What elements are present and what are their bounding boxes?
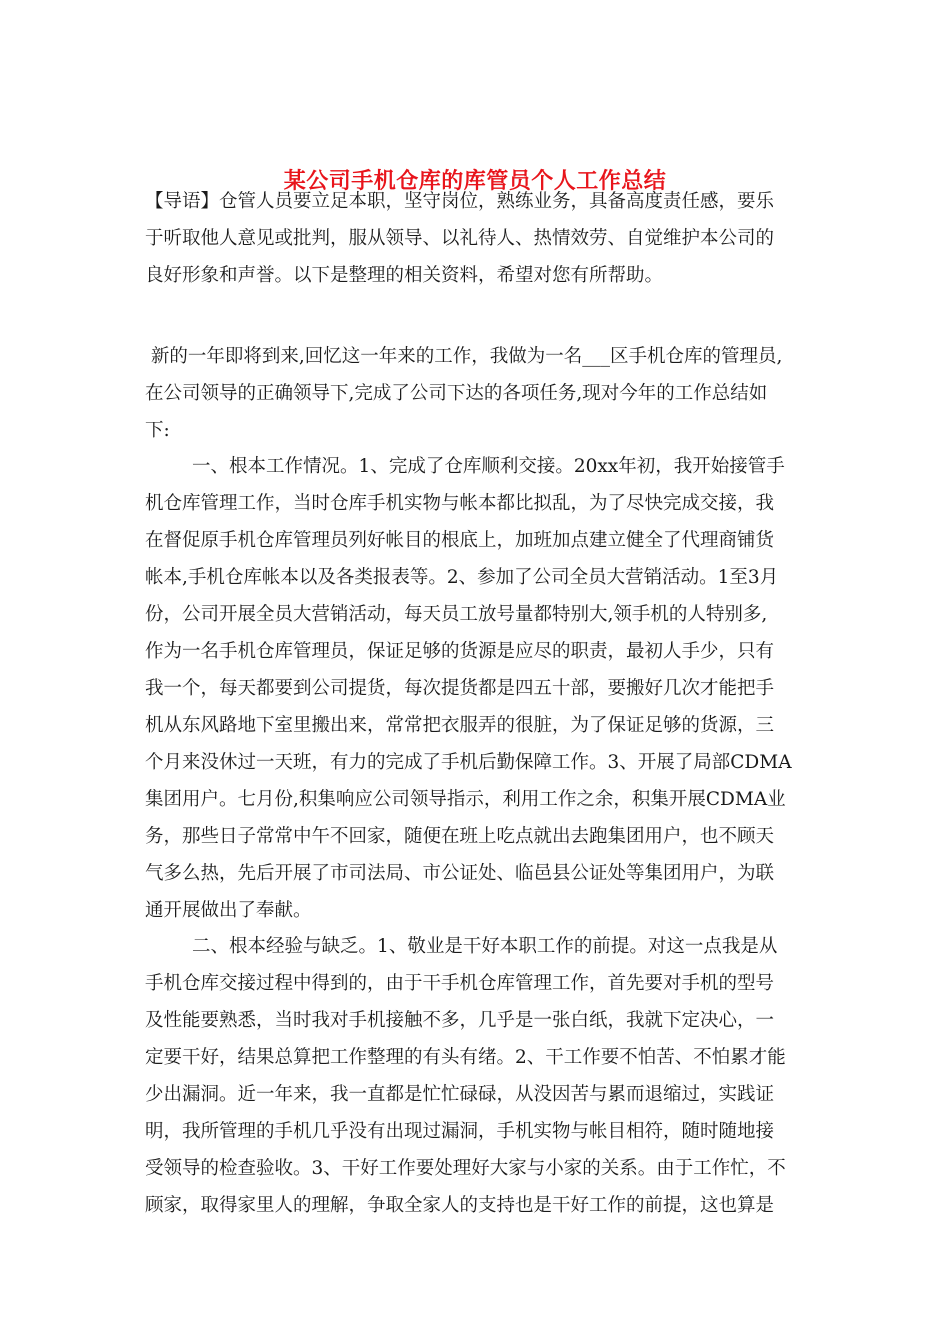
paragraph-line: 及性能要熟悉，当时我对手机接触不多，几乎是一张白纸，我就下定决心，一 bbox=[145, 1010, 775, 1031]
paragraph-line: 定要干好，结果总算把工作整理的有头有绪。2、干工作要不怕苦、不怕累才能 bbox=[145, 1047, 786, 1068]
paragraph-line: 少出漏洞。近一年来，我一直都是忙忙碌碌，从没因苦与累而退缩过，实践证 bbox=[145, 1084, 775, 1105]
intro-paragraph bbox=[145, 183, 805, 294]
paragraph-line: 作为一名手机仓库管理员，保证足够的货源是应尽的职责，最初人手少，只有 bbox=[145, 641, 775, 662]
paragraph-line: 下: bbox=[145, 420, 170, 441]
body-paragraph-opening bbox=[145, 338, 805, 449]
paragraph-line: 务，那些日子常常中午不回家，随便在班上吃点就出去跑集团用户，也不顾天 bbox=[145, 826, 775, 847]
paragraph-line: 我一个，每天都要到公司提货，每次提货都是四五十部，要搬好几次才能把手 bbox=[145, 678, 775, 699]
paragraph-line: 帐本,手机仓库帐本以及各类报表等。2、参加了公司全员大营销活动。1至3月 bbox=[145, 567, 779, 588]
paragraph-line: 份，公司开展全员大营销活动，每天员工放号量都特别大,领手机的人特别多, bbox=[145, 604, 768, 625]
paragraph-line: 通开展做出了奉献。 bbox=[145, 900, 312, 921]
paragraph-line: 在公司领导的正确领导下,完成了公司下达的各项任务,现对今年的工作总结如 bbox=[145, 383, 768, 404]
intro-line: 良好形象和声誉。以下是整理的相关资料，希望对您有所帮助。 bbox=[145, 265, 664, 286]
paragraph-line: 个月来没休过一天班，有力的完成了手机后勤保障工作。3、开展了局部CDMA bbox=[145, 752, 792, 773]
paragraph-line: 集团用户。七月份,积集响应公司领导指示，利用工作之余，积集开展CDMA业 bbox=[145, 789, 786, 810]
paragraph-line: 二、根本经验与缺乏。1、敬业是干好本职工作的前提。对这一点我是从 bbox=[145, 936, 778, 957]
paragraph-line: 气多么热，先后开展了市司法局、市公证处、临邑县公证处等集团用户，为联 bbox=[145, 863, 775, 884]
paragraph-line: 机仓库管理工作，当时仓库手机实物与帐本都比拟乱，为了尽快完成交接，我 bbox=[145, 493, 775, 514]
paragraph-line: 新的一年即将到来,回忆这一年来的工作，我做为一名___区手机仓库的管理员, bbox=[145, 346, 783, 367]
paragraph-line: 受领导的检查验收。3、干好工作要处理好大家与小家的关系。由于工作忙，不 bbox=[145, 1158, 786, 1179]
body-paragraph-experience bbox=[145, 928, 805, 1224]
intro-line: 于听取他人意见或批判，服从领导、以礼待人、热情效劳、自觉维护本公司的 bbox=[145, 228, 775, 249]
document-title: 某公司手机仓库的库管员个人工作总结 bbox=[283, 167, 667, 194]
paragraph-line: 一、根本工作情况。1、完成了仓库顺利交接。20xx年初，我开始接管手 bbox=[145, 456, 785, 477]
intro-line: 【导语】仓管人员要立足本职，坚守岗位，熟练业务，具备高度责任感，要乐 bbox=[145, 191, 775, 212]
paragraph-line: 顾家，取得家里人的理解，争取全家人的支持也是干好工作的前提，这也算是 bbox=[145, 1195, 775, 1216]
paragraph-line: 在督促原手机仓库管理员列好帐目的根底上，加班加点建立健全了代理商铺货 bbox=[145, 530, 775, 551]
body-paragraph-basic-work bbox=[145, 448, 805, 929]
paragraph-line: 手机仓库交接过程中得到的，由于干手机仓库管理工作，首先要对手机的型号 bbox=[145, 973, 775, 994]
paragraph-line: 机从东风路地下室里搬出来，常常把衣服弄的很脏，为了保证足够的货源，三 bbox=[145, 715, 775, 736]
paragraph-line: 明，我所管理的手机几乎没有出现过漏洞，手机实物与帐目相符，随时随地接 bbox=[145, 1121, 775, 1142]
